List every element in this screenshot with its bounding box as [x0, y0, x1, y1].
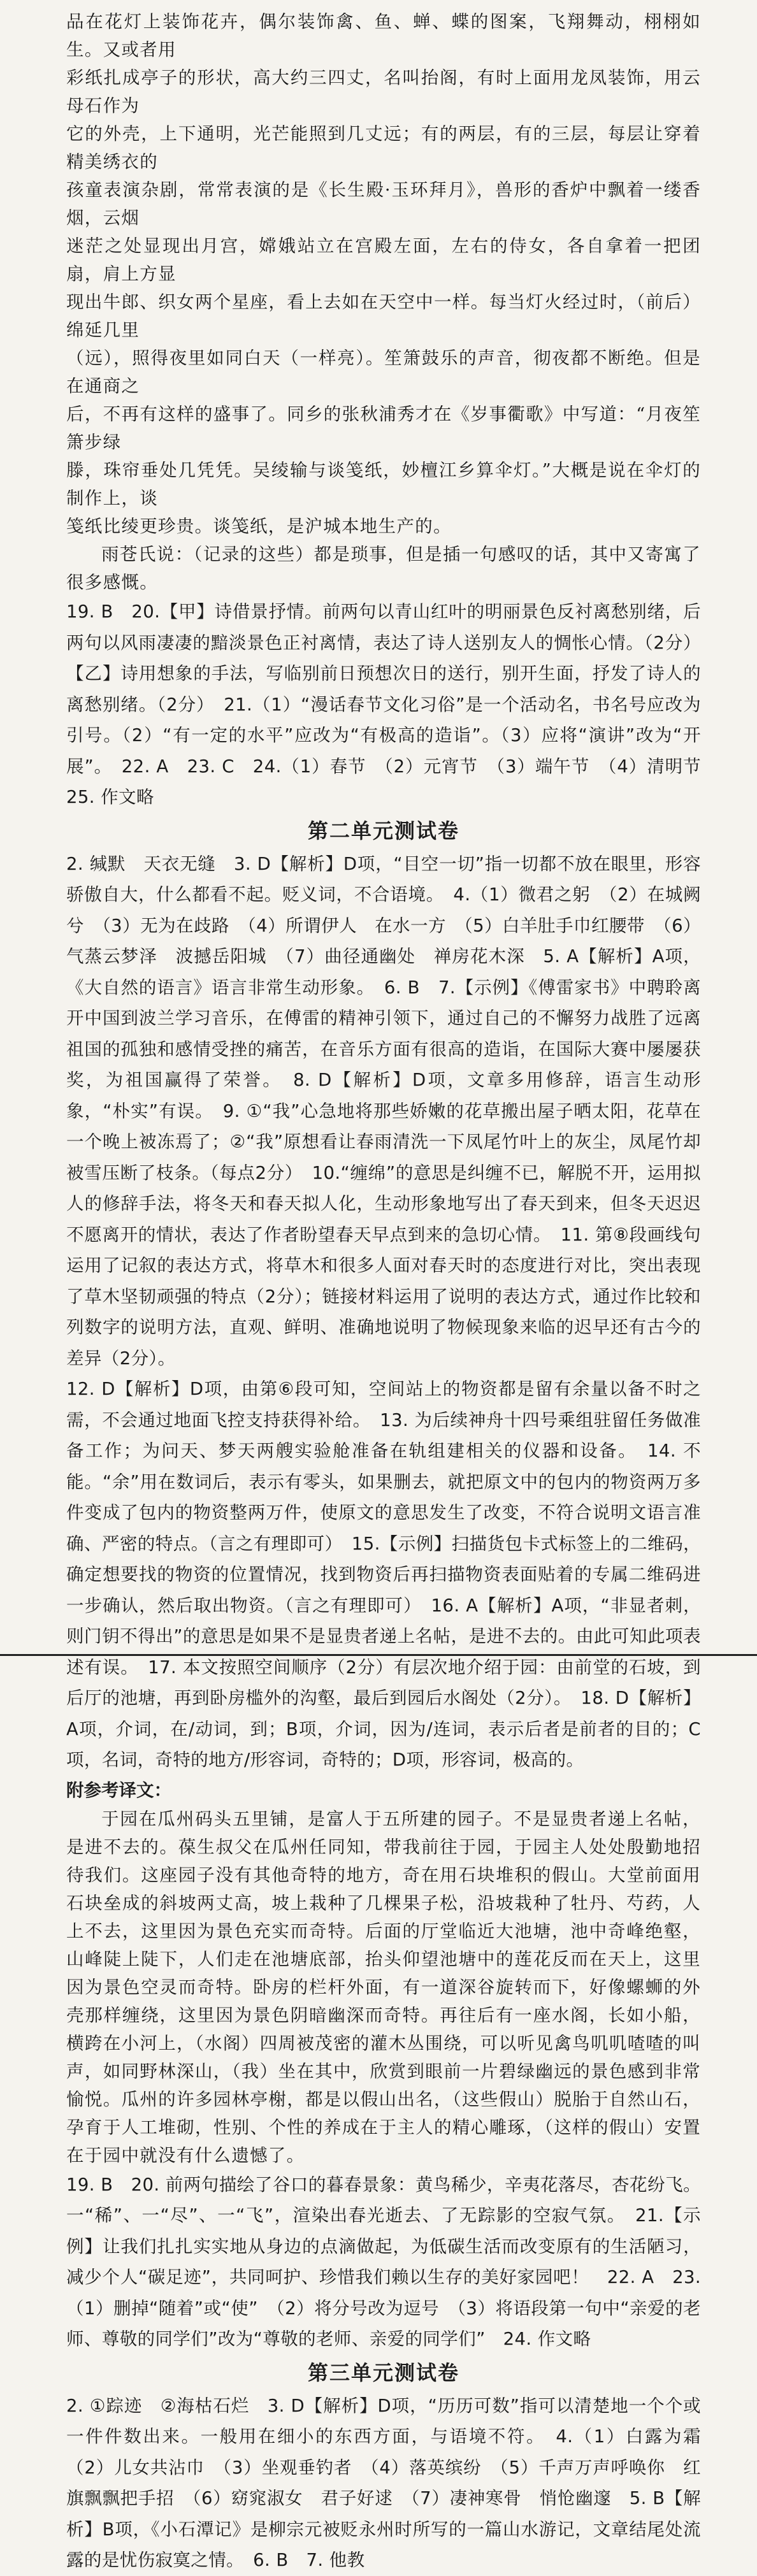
reference-translation: 于园在瓜州码头五里铺，是富人于五所建的园子。不是显贵者递上名帖，是进不去的。葆生叔父在瓜州任同知，带我前往于园，于园主人处处殷勤地招待我们。这座园子没有其他奇特的地方，奇在用石块堆积的假山。大堂前面用石块垒成的斜坡两丈高，坡上栽种了几棵果子松，沿坡栽种了牡丹、芍药，人上不去，这里因为景色充实而奇特。后面的厅堂临近大池塘，池中奇峰绝壑，山峰陡上陡下，人们走在池塘底部，抬头仰望池塘中的莲花反而在天上，这里因为景色空灵而奇特。卧房的栏杆外面，有一道深谷旋转而下，好像螺蛳的外壳那样缠绕，这里因为景色阴暗幽深而奇特。再往后有一座水阁，长如小船，横跨在小河上，（水阁）四周被茂密的灌木丛围绕，可以听见禽鸟叽叽喳喳的叫声，如同野林深山，（我）坐在其中，欣赏到眼前一片碧绿幽远的景色感到非常愉悦。瓜州的许多园林亭榭，都是以假山出名，（这些假山）脱胎于自然山石，孕育于人工堆砌，性别、个性的养成在于主人的精心雕琢，（这样的假山）安置在于园中就没有什么遗憾了。: [66, 1808, 701, 2166]
translation-line: 孩童表演杂剧，常常表演的是《长生殿·玉环拜月》，兽形的香炉中飘着一缕香烟，云烟: [66, 180, 701, 228]
translation-line: 彩纸扎成亭子的形状，高大约三四丈，名叫抬阁，有时上面用龙凤装饰，用云母石作为: [66, 68, 701, 116]
unit2-heading: 第二单元测试卷: [307, 818, 459, 843]
bottom-rule: [0, 1654, 757, 1656]
unit2-answers-part2: 12. D【解析】D项，由第⑥段可知，空间站上的物资都是留有余量以备不时之需，不会通过地面飞控支持获得补给。 13. 为后续神舟十四号乘组驻留任务做准备工作；为问天、梦天两艘实验舱准备在轨组建相关的仪器和设备。 14. 不能。“余”用在数词后，表示有零头，如果删去，就把原文中的包内的物资两万多件变成了包内的物资整两万件，使原文的意思发生了改变，不符合说明文语言准确、严密的特点。（言之有理即可） 15.【示例】扫描货包卡式标签上的二维码，确定想要找的物资的位置情况，找到物资后再扫描物资表面贴着的专属二维码进一步确认，然后取出物资。（言之有理即可） 16. A【解析】A项，“非显者刺，则门钥不得出”的意思是如果不是显贵者递上名帖，是进不去的。由此可知此项表述有误。 17. 本文按照空间顺序（2分）有层次地介绍于园：由前堂的石坡，到后厅的池塘，再到卧房槛外的沟壑，最后到园后水阁处（2分）。 18. D【解析】A项，介词，在/动词，到；B项，介词，因为/连词，表示后者是前者的目的；C项，名词，奇特的地方/形容词，奇特的；D项，形容词，极高的。: [66, 1379, 701, 1770]
translation-line: 现出牛郎、织女两个星座，看上去如在天空中一样。每当灯火经过时，（前后）绵延几里: [66, 292, 701, 340]
translation-line: 品在花灯上装饰花卉，偶尔装饰禽、鱼、蝉、蝶的图案，飞翔舞动，栩栩如生。又或者用: [66, 11, 701, 60]
translation-line: （远），照得夜里如同白天（一样亮）。笙箫鼓乐的声音，彻夜都不断绝。但是在通商之: [66, 348, 701, 396]
unit2-answers-part1: 2. 缄默 天衣无缝 3. D【解析】D项，“目空一切”指一切都不放在眼里，形容骄傲自大，什么都看不起。贬义词，不合语境。 4.（1）微君之躬 （2）在城阙兮 （3）无为在歧路 （4）所谓伊人 在水一方 （5）白羊肚手巾红腰带 （6）气蒸云梦泽 波撼岳阳城 （7）曲径通幽处 禅房花木深 5. A【解析】A项，《大自然的语言》语言非常生动形象。 6. B 7.【示例】《傅雷家书》中聘聆离开中国到波兰学习音乐，在傅雷的精神引领下，通过自己的不懈努力战胜了远离祖国的孤独和感情受挫的痛苦，在音乐方面有很高的造诣，在国际大赛中屡屡获奖，为祖国赢得了荣誉。 8. D【解析】D项，文章多用修辞，语言生动形象，“朴实”有误。 9. ①“我”心急地将那些娇嫩的花草搬出屋子晒太阳，花草在一个晚上被冻焉了；②“我”原想看让春雨清洗一下凤尾竹叶上的灰尘，凤尾竹却被雪压断了枝条。（每点2分） 10.“缠绵”的意思是纠缠不已，解脱不开，运用拟人的修辞手法，将冬天和春天拟人化，生动形象地写出了春天到来，但冬天迟迟不愿离开的情状，表达了作者盼望春天早点到来的急切心情。 11. 第⑧段画线句运用了记叙的表达方式，将草木和很多人面对春天时的态度进行对比，突出表现了草木坚韧顽强的特点（2分）；链接材料运用了说明的表达方式，通过作比较和列数字的说明方法，直观、鲜明、准确地说明了物候现象来临的迟早还有古今的差异（2分）。: [66, 853, 701, 1369]
translation-line: 它的外壳，上下通明，光芒能照到几丈远；有的两层，有的三层，每层让穿着精美绣衣的: [66, 124, 701, 172]
translation-line: 迷茫之处显现出月宫，嫦娥站立在宫殿左面，左右的侍女，各自拿着一把团扇，肩上方显: [66, 236, 701, 284]
unit2-answers-part3: 19. B 20. 前两句描绘了谷口的暮春景象：黄鸟稀少，辛夷花落尽，杏花纷飞。一“稀”、一“尽”、一“飞”，渲染出春光逝去、了无踪影的空寂气氛。 21.【示例】让我们扎扎实实地从身边的点滴做起，为低碳生活而改变原有的生活陋习，减少个人“碳足迹”，共同呵护、珍惜我们赖以生存的美好家园吧！ 22. A 23.（1）删掉“随着”或“使” （2）将分号改为逗号 （3）将语段第一句中“亲爱的老师、尊敬的同学们”改为“尊敬的老师、亲爱的同学们” 24. 作文略: [66, 2174, 701, 2349]
translation-continuation: [66, 8, 701, 596]
translation-line: 笺纸比绫更珍贵。谈笺纸，是沪城本地生产的。: [66, 516, 452, 536]
unit3-answers: 2. ①踪迹 ②海枯石烂 3. D【解析】D项，“历历可数”指可以清楚地一个个或一件件数出来。一般用在细小的东西方面，与语境不符。 4.（1）白露为霜 （2）儿女共沾巾 （3）坐观垂钓者 （4）落英缤纷 （5）千声万声呼唤你 红旗飘飘把手招 （6）窈窕淑女 君子好逑 （7）凄神寒骨 悄怆幽邃 5. B【解析】B项，《小石潭记》是柳宗元被贬永州时所写的一篇山水游记，文章结尾处流露的是忧伤寂寞之情。 6. B 7. 他教: [66, 2395, 719, 2570]
translation-line: 滕，珠帘垂处几凭凭。吴绫输与谈笺纸，妙檀江乡算伞灯。”大概是说在伞灯的制作上，谈: [66, 460, 701, 508]
unit3-heading: 第三单元测试卷: [307, 2360, 459, 2385]
unit1-answers-tail: 19. B 20.【甲】诗借景抒情。前两句以青山红叶的明丽景色反衬离愁别绪，后两句以风雨凄凄的黯淡景色正衬离情，表达了诗人送别友人的惆怅心情。（2分）【乙】诗用想象的手法，写临别前日预想次日的送行，别开生面，抒发了诗人的离愁别绪。（2分） 21.（1）“漫话春节文化习俗”是一个活动名，书名号应改为引号。（2）“有一定的水平”应改为“有极高的造诣”。（3）应将“演讲”改为“开展”。 22. A 23. C 24.（1）春节 （2）元宵节 （3）端午节 （4）清明节 25. 作文略: [66, 601, 719, 807]
reference-translation-title: 附参考译文：: [66, 1780, 171, 1801]
translation-line: 后，不再有这样的盛事了。同乡的张秋浦秀才在《岁事衢歌》中写道：“月夜笙箫步绿: [66, 404, 701, 452]
translation-closing: 雨苍氏说：（记录的这些）都是琐事，但是插一句感叹的话，其中又寄寓了很多感慨。: [66, 544, 701, 593]
